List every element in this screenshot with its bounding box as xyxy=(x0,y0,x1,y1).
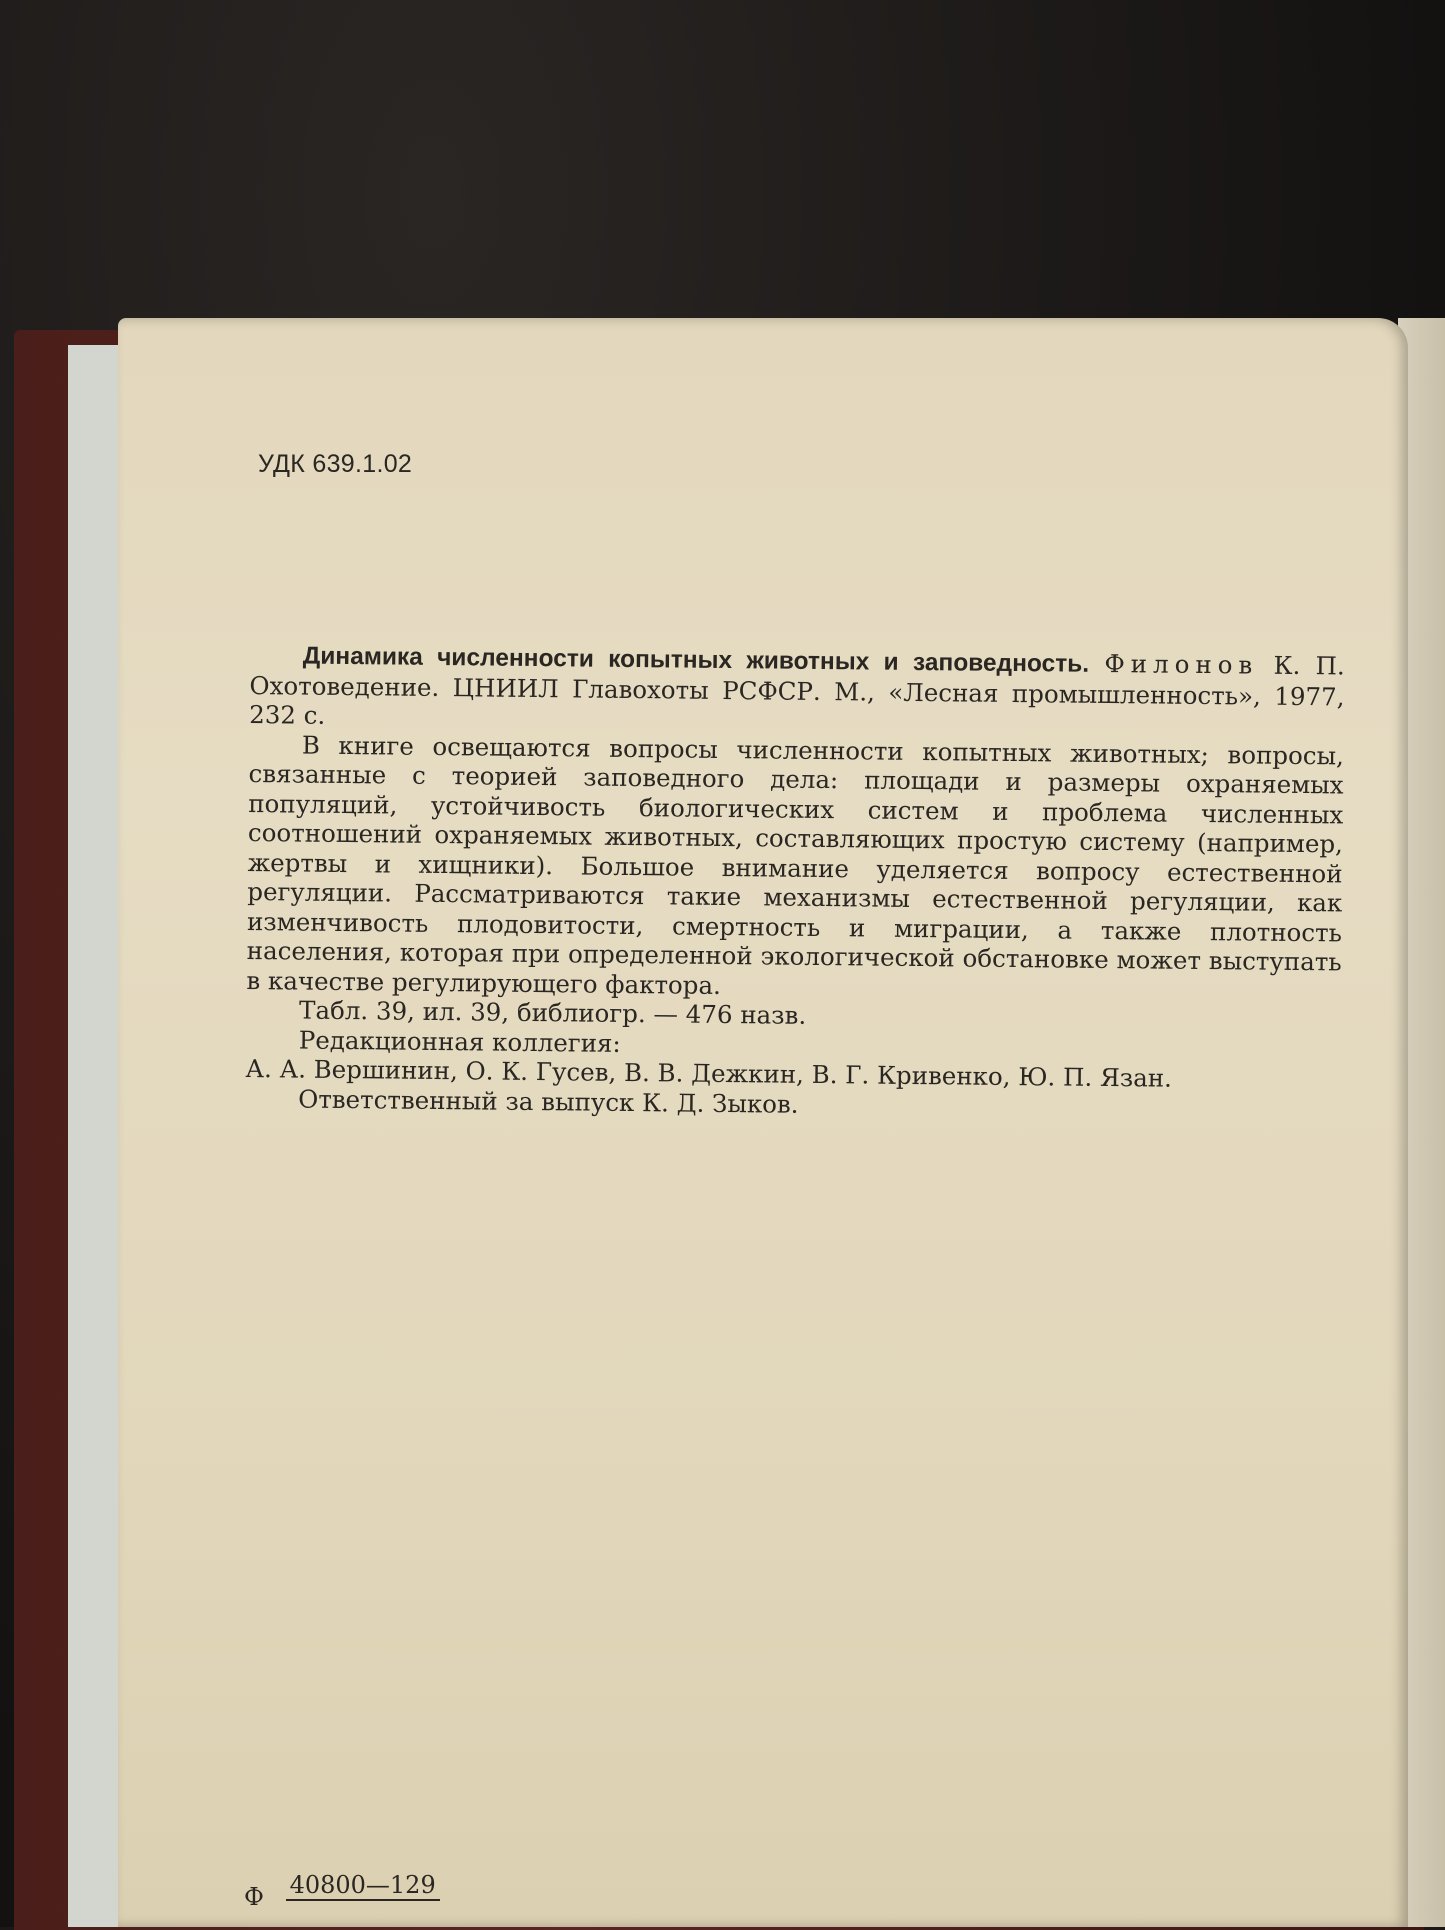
bibliographic-abstract xyxy=(245,640,1345,1124)
editorial-board-members: А. А. Вершинин, О. К. Гусев, В. В. Дежкин, В. Г. Кривенко, Ю. П. Язан. xyxy=(245,1053,1173,1093)
publisher-code xyxy=(244,1871,440,1913)
book-title: Динамика численности копытных животных и заповедность. xyxy=(302,642,1090,678)
author-surname: Филонов xyxy=(1104,648,1259,680)
udk-code: УДК 639.1.02 xyxy=(258,450,413,478)
publisher-number: 40800—129 xyxy=(286,1871,440,1901)
citation-details: К. П. Охотоведение. ЦНИИЛ Главохоты РСФСР. М., «Лесная промышленность», 1977, 232 с. xyxy=(249,650,1345,730)
tables-info: Табл. 39, ил. 39, библиогр. — 476 назв. xyxy=(298,995,807,1030)
annotation-text: В книге освещаются вопросы численности копытных животных; вопросы, связанные с теорией заповедного дела: площади и размеры охраняемых популяций, устойчивость биологических систем и проблема численных соотношений охраняемых животных, составляющих простую систему (например, жертвы и хищники). Большое внимание уделяется вопросу естественной регуляции. Рассматриваются такие механизмы естественной регуляции, как изменчивость плодовитости, смертность и миграции, а также плотность населения, которая при определенной экологической обстановке может выступать в качестве регулирующего фактора. xyxy=(246,730,1345,1000)
responsible-editor: Ответственный за выпуск К. Д. Зыков. xyxy=(298,1084,799,1119)
citation xyxy=(249,640,1345,741)
book-page xyxy=(118,318,1408,1927)
editorial-board-label: Редакционная коллегия: xyxy=(298,1025,621,1058)
publisher-letter: Ф xyxy=(244,1883,264,1911)
